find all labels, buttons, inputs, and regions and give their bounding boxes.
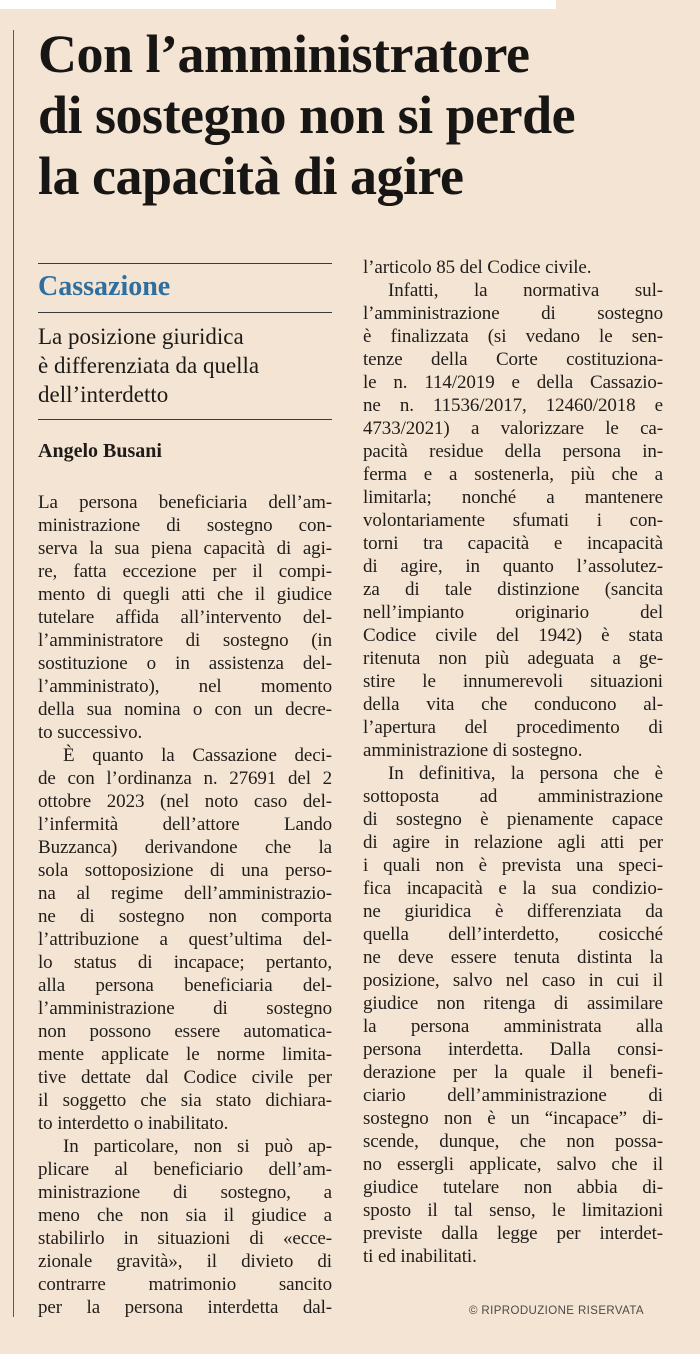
body-line: tive dettate dal Codice civile per: [38, 1067, 332, 1088]
body-line: della vita che conducono al-: [363, 694, 663, 715]
body-line: mente applicate le norme limita-: [38, 1044, 332, 1065]
body-line: le n. 114/2019 e della Cassazio-: [363, 372, 663, 393]
body-line: meno che non sia il giudice a: [38, 1205, 332, 1226]
body-line: no essergli applicate, salvo che il: [363, 1154, 663, 1175]
body-line: stabilirlo in situazioni di «ecce-: [38, 1228, 332, 1249]
headline-line: di sostegno non si perde: [38, 85, 576, 145]
body-line: to successivo.: [38, 722, 143, 743]
body-column-left: [38, 491, 332, 1319]
body-line: è finalizzata (si vedano le sen-: [363, 326, 663, 347]
body-line: zionale gravità», il divieto di: [38, 1251, 332, 1272]
divider: [38, 419, 332, 420]
body-line: Codice civile del 1942) è stata: [363, 625, 663, 646]
body-line: della sua nomina o con un decre-: [38, 699, 332, 720]
article-header-block: [38, 263, 332, 463]
standfirst-line: La posizione giuridica: [38, 324, 244, 349]
page-top-edge: [0, 0, 556, 9]
body-line: l’infermità dell’attore Lando: [38, 814, 332, 835]
body-line: amministrazione di sostegno.: [363, 740, 583, 761]
body-line: pacità residue della persona in-: [363, 441, 663, 462]
body-line: di agire in relazione agli atti per: [363, 832, 663, 853]
body-line: to interdetto o inabilitato.: [38, 1113, 229, 1134]
body-line: persona interdetta. Dalla consi-: [363, 1039, 663, 1060]
body-line: za di tale distinzione (sancita: [363, 579, 663, 600]
body-line: ne n. 11536/2017, 12460/2018 e: [363, 395, 663, 416]
body-line: di agire, in quanto l’assolutez-: [363, 556, 663, 577]
standfirst-line: dell’interdetto: [38, 382, 169, 407]
article-headline: [38, 24, 678, 207]
body-line: sottoposta ad amministrazione: [363, 786, 663, 807]
body-line: torni tra capacità e incapacità: [363, 533, 663, 554]
body-line: na al regime dell’amministrazio-: [38, 883, 332, 904]
headline-line: la capacità di agire: [38, 146, 464, 206]
body-line: di sostegno è pienamente capace: [363, 809, 663, 830]
body-line: fica incapacità e la sua condizio-: [363, 878, 663, 899]
body-line: l’amministrazione di sostegno: [363, 303, 663, 324]
body-line: l’apertura del procedimento di: [363, 717, 663, 738]
body-line: ritenuta non più adeguata a ge-: [363, 648, 663, 669]
body-line: ottobre 2023 (nel noto caso del-: [38, 791, 332, 812]
body-line: ne di sostegno non comporta: [38, 906, 332, 927]
column-left-vertical-rule: [13, 30, 14, 1317]
body-line: ministrazione di sostegno con-: [38, 515, 332, 536]
body-line: Buzzanca) derivandone che la: [38, 837, 332, 858]
author-byline: Angelo Busani: [38, 440, 162, 462]
body-line: giudice tutelare non abbia di-: [363, 1177, 663, 1198]
copyright-notice: © RIPRODUZIONE RISERVATA: [468, 1305, 644, 1317]
body-line: È quanto la Cassazione deci-: [63, 745, 332, 766]
body-line: l’amministrazione di sostegno: [38, 998, 332, 1019]
body-line: ministrazione di sostegno, a: [38, 1182, 332, 1203]
body-line: limitarla; nonché a mantenere: [363, 487, 663, 508]
body-line: serva la sua piena capacità di agi-: [38, 538, 332, 559]
body-line: sostituzione o in assistenza del-: [38, 653, 332, 674]
body-line: 4733/2021) a valorizzare le ca-: [363, 418, 663, 439]
body-line: l’amministratore di sostegno (in: [38, 630, 332, 651]
body-line: quella dell’interdetto, cosicché: [363, 924, 663, 945]
section-kicker: Cassazione: [38, 271, 171, 302]
headline-line: Con l’amministratore: [38, 24, 530, 84]
divider: [38, 263, 332, 264]
body-line: per la persona interdetta dal-: [38, 1297, 332, 1318]
body-line: In definitiva, la persona che è: [388, 763, 663, 784]
body-line: sposto il tal senso, le limitazioni: [363, 1200, 663, 1221]
body-line: tenze della Corte costituziona-: [363, 349, 663, 370]
body-line: sola sottoposizione di una perso-: [38, 860, 332, 881]
body-line: stire le innumerevoli situazioni: [363, 671, 663, 692]
body-line: contrarre matrimonio sancito: [38, 1274, 332, 1295]
body-line: Infatti, la normativa sul-: [388, 280, 663, 301]
body-line: giudice non ritenga di assimilare: [363, 993, 663, 1014]
body-line: ne deve essere tenuta distinta la: [363, 947, 663, 968]
body-line: derazione per la quale il benefi-: [363, 1062, 663, 1083]
body-line: posizione, salvo nel caso in cui il: [363, 970, 663, 991]
body-column-right: [363, 256, 663, 1268]
body-line: l’articolo 85 del Codice civile.: [363, 257, 592, 278]
body-line: de con l’ordinanza n. 27691 del 2: [38, 768, 332, 789]
body-line: lo status di incapace; pertanto,: [38, 952, 332, 973]
body-line: i quali non è prevista una speci-: [363, 855, 663, 876]
body-line: ne giuridica è differenziata da: [363, 901, 663, 922]
body-line: ti ed inabilitati.: [363, 1246, 477, 1267]
body-line: il soggetto che sia stato dichiara-: [38, 1090, 332, 1111]
body-line: l’amministrato), nel momento: [38, 676, 332, 697]
body-line: re, fatta eccezione per il compi-: [38, 561, 332, 582]
body-line: alla persona beneficiaria del-: [38, 975, 332, 996]
body-line: mento di quegli atti che il giudice: [38, 584, 332, 605]
body-line: previste dalla legge per interdet-: [363, 1223, 663, 1244]
body-line: In particolare, non si può ap-: [63, 1136, 332, 1157]
body-line: non possono essere automatica-: [38, 1021, 332, 1042]
body-line: la persona amministrata alla: [363, 1016, 663, 1037]
body-line: volontariamente sfumati i con-: [363, 510, 663, 531]
divider: [38, 312, 332, 313]
standfirst-line: è differenziata da quella: [38, 353, 260, 378]
body-line: tutelare affida all’intervento del-: [38, 607, 332, 628]
body-line: nell’impianto originario del: [363, 602, 663, 623]
body-line: l’attribuzione a quest’ultima del-: [38, 929, 332, 950]
body-line: La persona beneficiaria dell’am-: [38, 492, 332, 513]
body-line: sostegno non è un “incapace” di-: [363, 1108, 663, 1129]
body-line: plicare al beneficiario dell’am-: [38, 1159, 332, 1180]
body-line: scende, dunque, che non possa-: [363, 1131, 663, 1152]
article-standfirst: [38, 322, 332, 409]
body-line: ferma e a sostenerla, più che a: [363, 464, 663, 485]
body-line: ciario dell’amministrazione di: [363, 1085, 663, 1106]
